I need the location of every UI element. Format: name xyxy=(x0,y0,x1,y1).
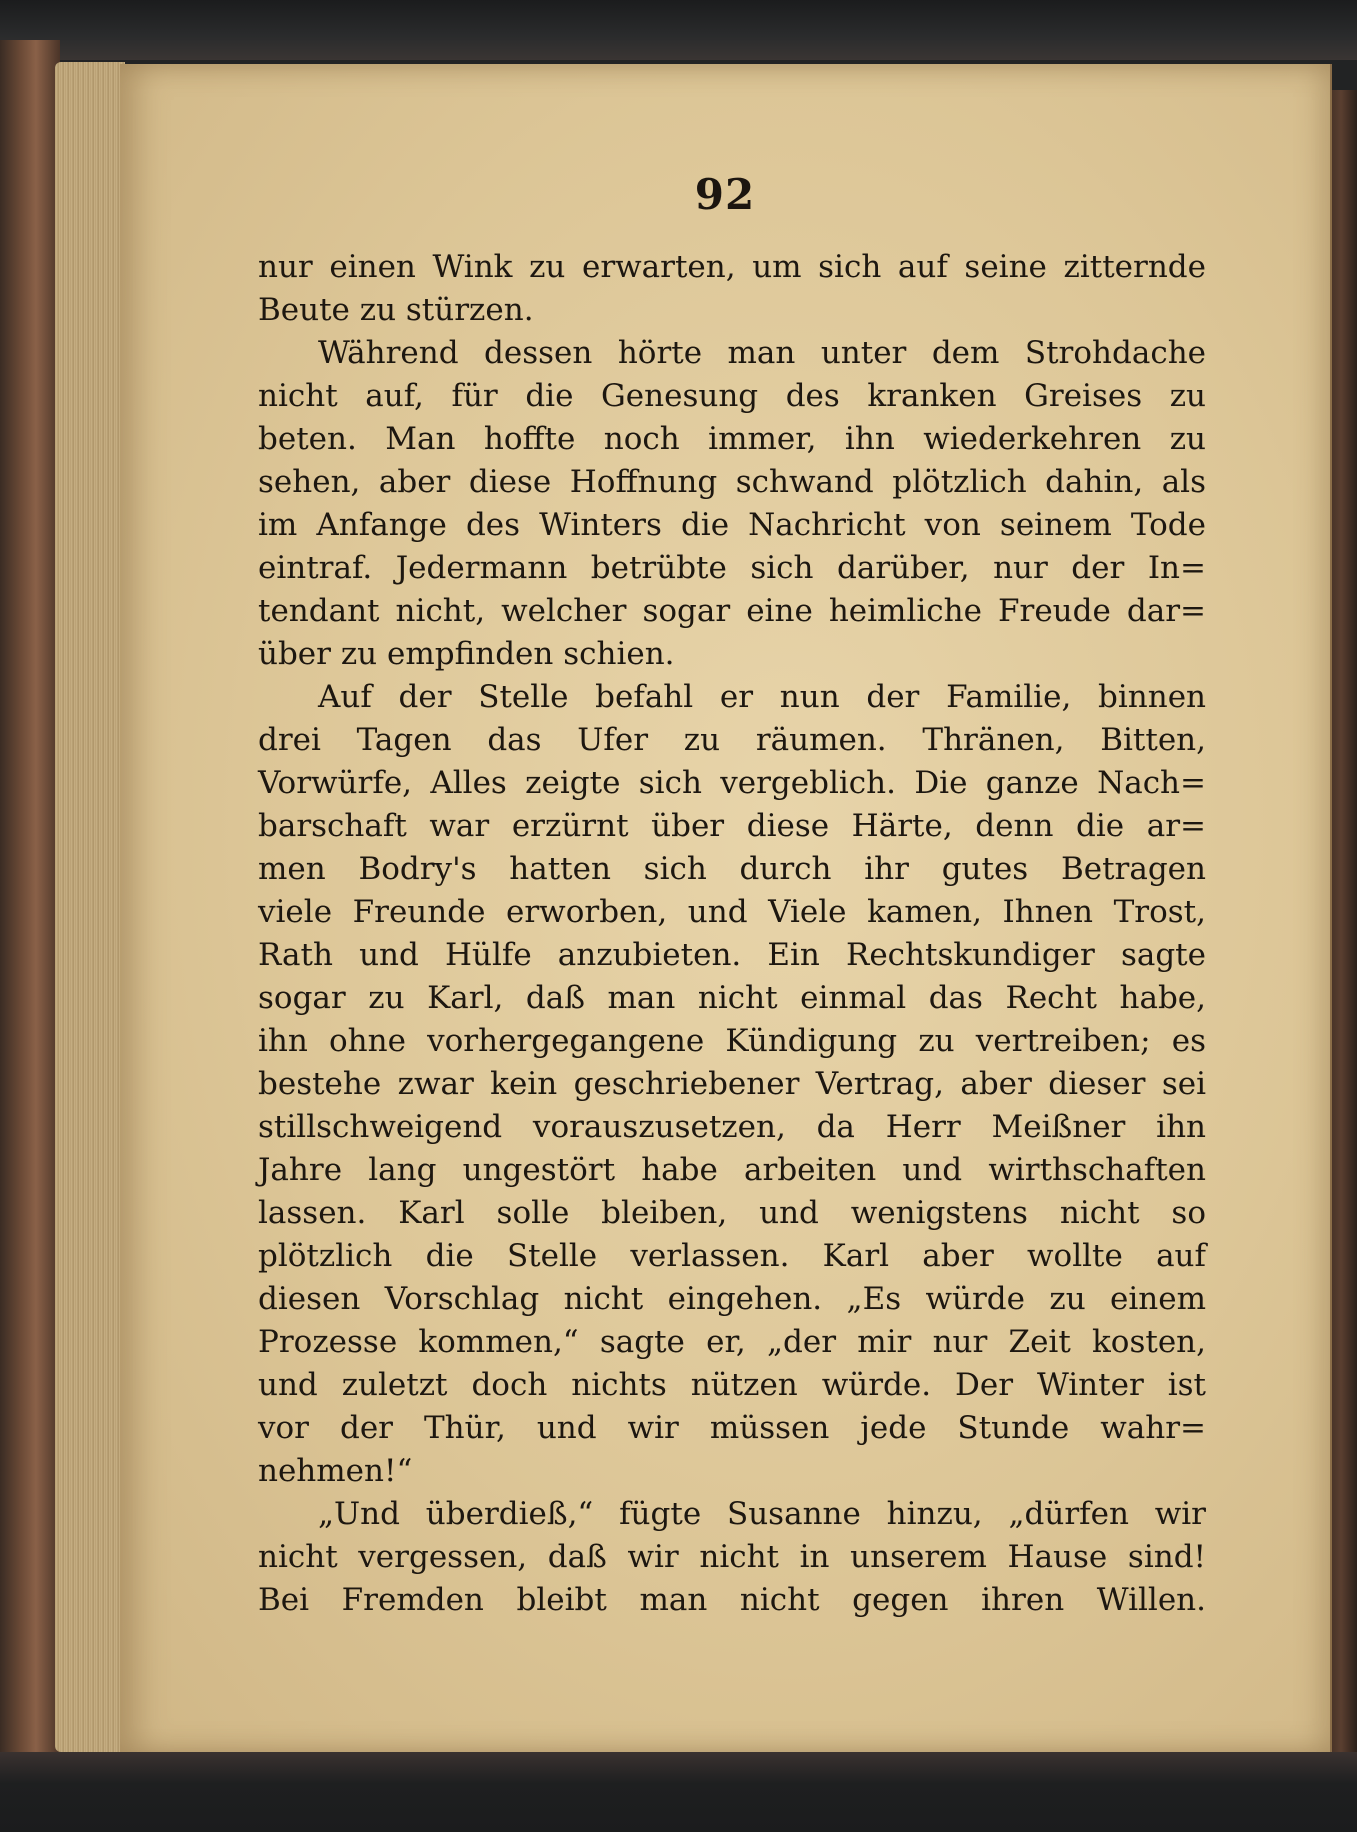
text-line: stillschweigend vorauszusetzen, da Herr Meißner ihn xyxy=(258,1109,1206,1145)
text-line: Bei Fremden bleibt man nicht gegen ihren Willen. xyxy=(258,1582,1206,1618)
text-line: drei Tagen das Ufer zu räumen. Thränen, Bitten, xyxy=(258,722,1206,758)
book-cover-left xyxy=(0,40,60,1800)
text-line: ihn ohne vorhergegangene Kündigung zu vertreiben; es xyxy=(258,1023,1206,1059)
text-line: nur einen Wink zu erwarten, um sich auf seine zitternde xyxy=(258,249,1206,285)
page-edges xyxy=(55,62,125,1752)
text-line: Jahre lang ungestört habe arbeiten und wirthschaften xyxy=(258,1152,1206,1188)
page-text xyxy=(258,246,1206,1622)
text-line: nicht vergessen, daß wir nicht in unserem Hause sind! xyxy=(258,1539,1206,1575)
text-line: nehmen!“ xyxy=(258,1453,413,1489)
text-line: men Bodry's hatten sich durch ihr gutes Betragen xyxy=(258,851,1206,887)
text-line: lassen. Karl solle bleiben, und wenigstens nicht so xyxy=(258,1195,1206,1231)
text-line: vor der Thür, und wir müssen jede Stunde wahr= xyxy=(258,1410,1206,1446)
text-line: Vorwürfe, Alles zeigte sich vergeblich. Die ganze Nach= xyxy=(258,765,1206,801)
text-line: eintraf. Jedermann betrübte sich darüber, nur der In= xyxy=(258,550,1206,586)
text-line: bestehe zwar kein geschriebener Vertrag, aber dieser sei xyxy=(258,1066,1206,1102)
text-line: diesen Vorschlag nicht eingehen. „Es würde zu einem xyxy=(258,1281,1206,1317)
text-line: Beute zu stürzen. xyxy=(258,292,534,328)
book-page xyxy=(120,64,1332,1754)
text-line: tendant nicht, welcher sogar eine heimliche Freude dar= xyxy=(258,593,1206,629)
text-line: plötzlich die Stelle verlassen. Karl aber wollte auf xyxy=(258,1238,1206,1274)
text-line: Auf der Stelle befahl er nun der Familie, binnen xyxy=(318,679,1206,715)
text-line: viele Freunde erworben, und Viele kamen, Ihnen Trost, xyxy=(258,894,1206,930)
text-line: Während dessen hörte man unter dem Strohdache xyxy=(318,335,1206,371)
text-line: und zuletzt doch nichts nützen würde. Der Winter ist xyxy=(258,1367,1206,1403)
cover-top-edge xyxy=(0,0,1357,60)
cover-bottom-edge xyxy=(0,1752,1357,1832)
text-line: „Und überdieß,“ fügte Susanne hinzu, „dürfen wir xyxy=(318,1496,1206,1532)
text-line: sogar zu Karl, daß man nicht einmal das Recht habe, xyxy=(258,980,1206,1016)
text-line: über zu empfinden schien. xyxy=(258,636,675,672)
text-line: beten. Man hoffte noch immer, ihn wiederkehren zu xyxy=(258,421,1206,457)
text-line: sehen, aber diese Hoffnung schwand plötzlich dahin, als xyxy=(258,464,1206,500)
text-line: Rath und Hülfe anzubieten. Ein Rechtskundiger sagte xyxy=(258,937,1206,973)
text-line: im Anfange des Winters die Nachricht von seinem Tode xyxy=(258,507,1206,543)
text-line: barschaft war erzürnt über diese Härte, denn die ar= xyxy=(258,808,1206,844)
text-line: Prozesse kommen,“ sagte er, „der mir nur Zeit kosten, xyxy=(258,1324,1206,1360)
page-number: 92 xyxy=(694,170,756,219)
text-line: nicht auf, für die Genesung des kranken Greises zu xyxy=(258,378,1206,414)
